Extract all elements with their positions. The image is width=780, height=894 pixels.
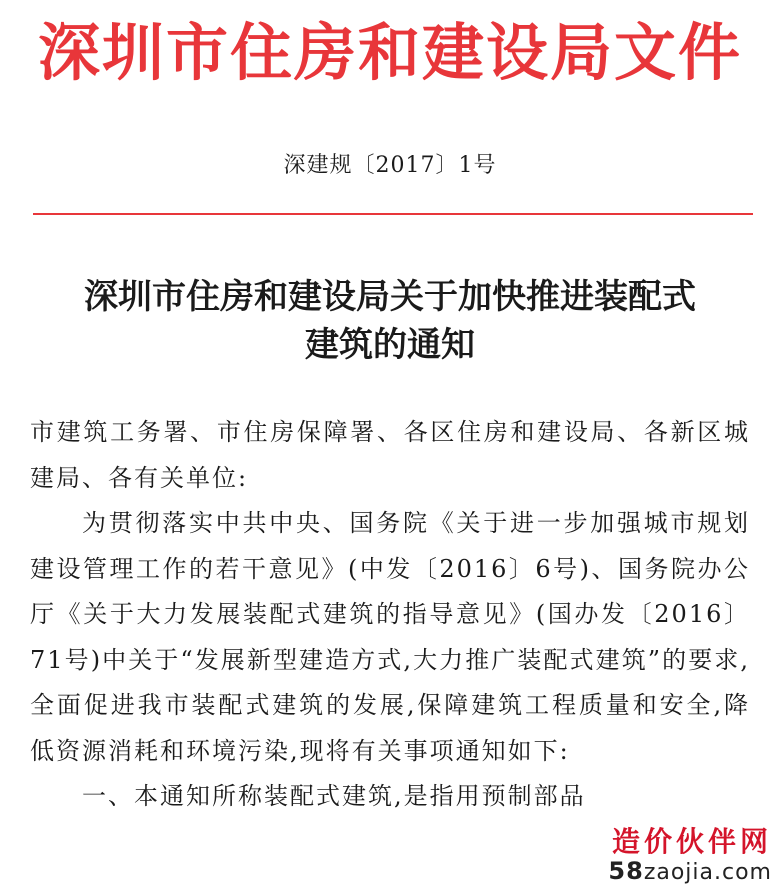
watermark-domain-text: zaojia.com: [643, 860, 772, 885]
document-body: [30, 410, 750, 820]
recipients-paragraph: 市建筑工务署、市住房保障署、各区住房和建设局、各新区城建局、各有关单位:: [30, 418, 750, 492]
watermark-domain: [592, 858, 772, 886]
watermark-number: 58: [608, 857, 644, 885]
body-paragraph-2: 一、本通知所称装配式建筑,是指用预制部品: [82, 782, 586, 810]
document-title: [0, 273, 780, 369]
document-title-line-2: 建筑的通知: [305, 325, 475, 365]
site-watermark: [592, 826, 772, 890]
document-title-line-1: 深圳市住房和建设局关于加快推进装配式: [84, 277, 696, 317]
issuer-header-title: 深圳市住房和建设局文件: [37, 16, 742, 89]
watermark-chinese-name: 造价伙伴网: [611, 825, 772, 858]
red-divider-line: [33, 213, 753, 215]
document-number: 深建规〔2017〕1号: [283, 153, 497, 178]
body-paragraph-1: 为贯彻落实中共中央、国务院《关于进一步加强城市规划建设管理工作的若干意见》(中发〔2016〕6号)、国务院办公厅《关于大力发展装配式建筑的指导意见》(国办发〔2016〕71号)中关于“发展新型建造方式,大力推广装配式建筑”的要求,全面促进我市装配式建筑的发展,保障建筑工程质量和安全,降低资源消耗和环境污染,现将有关事项通知如下:: [30, 509, 750, 765]
